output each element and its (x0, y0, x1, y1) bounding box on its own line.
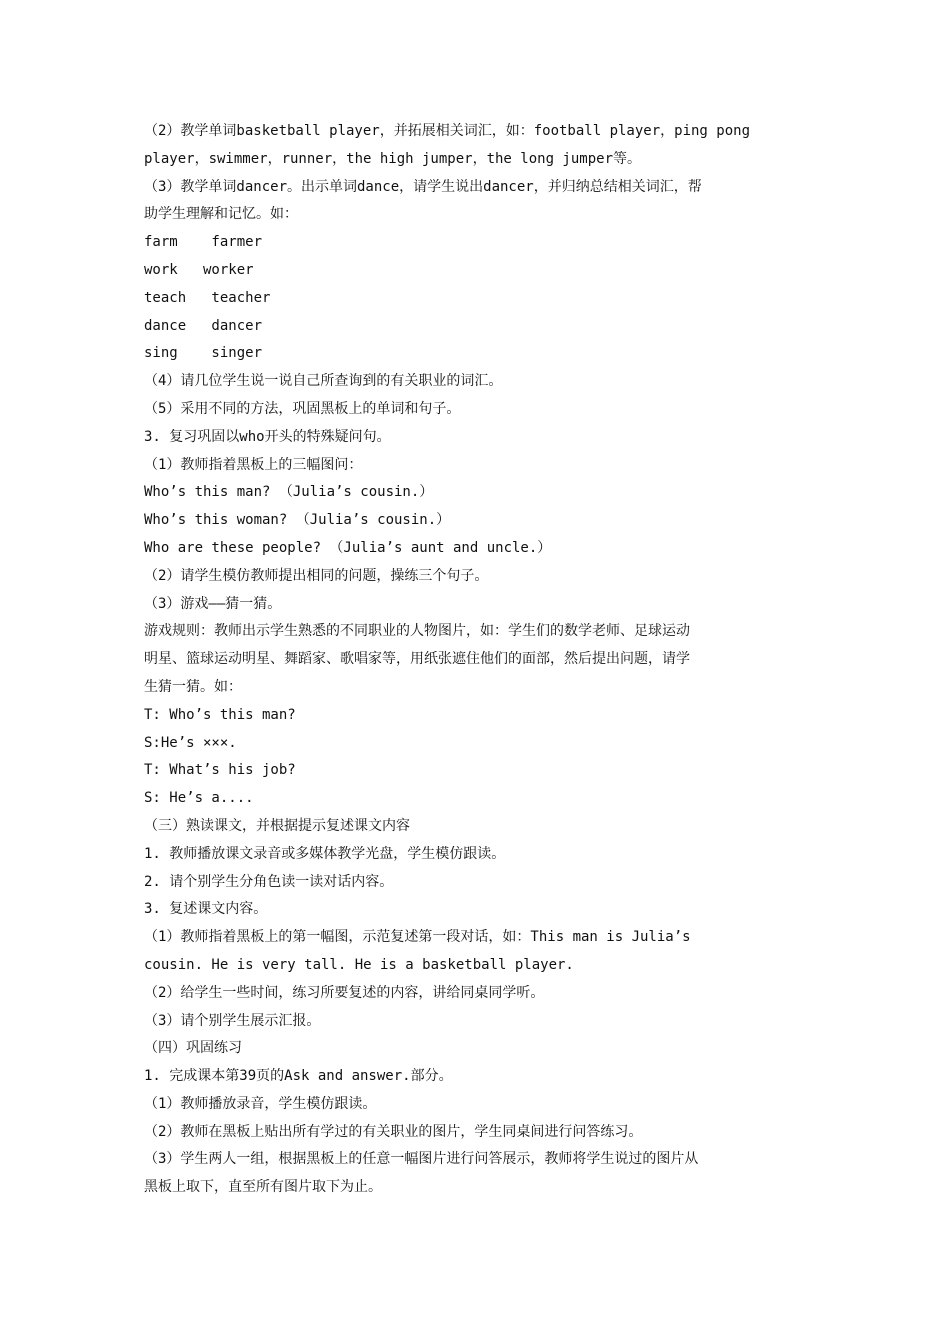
text-line-4: 助学生理解和记忆。如： (144, 206, 298, 223)
dialogue-line: Who’s this man? （Julia’s cousin.） (144, 484, 434, 501)
word-pair-line: farm farmer (144, 234, 263, 251)
text-line-21: 生猜一猜。如： (144, 678, 242, 695)
text-line-27: 1. 教师播放课文录音或多媒体教学光盘，学生模仿跟读。 (144, 845, 506, 862)
text-line-1: （2）教学单词basketball player，并拓展相关词汇，如：football player，ping pong (144, 123, 751, 139)
section-heading: （四）巩固练习 (144, 1040, 242, 1057)
document-body (144, 118, 816, 1202)
word-pair-line: work worker (144, 261, 254, 278)
text-line-35: 1. 完成课本第39页的Ask and answer.部分。 (144, 1068, 453, 1085)
text-line-2: player，swimmer，runner，the high jumper，the long jumper等。 (144, 150, 642, 167)
text-line-38: （3）学生两人一组，根据黑板上的任意一幅图片进行问答展示，教师将学生说过的图片从 (144, 1151, 699, 1168)
text-line-33: （3）请个别学生展示汇报。 (144, 1012, 321, 1029)
text-line-19: 游戏规则：教师出示学生熟悉的不同职业的人物图片，如：学生们的数学老师、足球运动 (144, 623, 690, 640)
text-line-3: （3）教学单词dancer。出示单词dance，请学生说出dancer，并归纳总结相关词汇，帮 (144, 178, 702, 195)
text-line-13: （1）教师指着黑板上的三幅图问： (144, 456, 363, 473)
text-line-10: （4）请几位学生说一说自己所查询到的有关职业的词汇。 (144, 373, 503, 390)
text-line-20: 明星、篮球运动明星、舞蹈家、歌唱家等，用纸张遮住他们的面部，然后提出问题，请学 (144, 651, 690, 668)
dialogue-line: Who are these people? （Julia’s aunt and uncle.） (144, 539, 552, 556)
dialogue-line: T: What’s his job? (144, 762, 296, 779)
text-line-30: （1）教师指着黑板上的第一幅图，示范复述第一段对话，如：This man is Julia’s (144, 929, 691, 946)
dialogue-line: Who’s this woman? （Julia’s cousin.） (144, 512, 451, 529)
dialogue-line: S:He’s ×××. (144, 734, 237, 751)
text-line-39: 黑板上取下，直至所有图片取下为止。 (144, 1179, 382, 1196)
word-pair-line: dance dancer (144, 317, 263, 334)
text-line-31: cousin. He is very tall. He is a basketball player. (144, 956, 574, 973)
text-line-17: （2）请学生模仿教师提出相同的问题，操练三个句子。 (144, 567, 489, 584)
text-line-29: 3. 复述课文内容。 (144, 901, 268, 918)
text-line-28: 2. 请个别学生分角色读一读对话内容。 (144, 873, 394, 890)
dialogue-line: T: Who’s this man? (144, 706, 296, 723)
text-line-32: （2）给学生一些时间，练习所要复述的内容，讲给同桌同学听。 (144, 984, 545, 1001)
text-line-11: （5）采用不同的方法，巩固黑板上的单词和句子。 (144, 400, 461, 417)
text-line-37: （2）教师在黑板上贴出所有学过的有关职业的图片，学生同桌间进行问答练习。 (144, 1123, 643, 1140)
word-pair-line: sing singer (144, 345, 263, 362)
dialogue-line: S: He’s a.... (144, 790, 254, 807)
text-line-18: （3）游戏——猜一猜。 (144, 595, 282, 612)
section-heading: 3. 复习巩固以who开头的特殊疑问句。 (144, 428, 391, 445)
text-line-36: （1）教师播放录音，学生模仿跟读。 (144, 1095, 377, 1112)
word-pair-line: teach teacher (144, 289, 271, 306)
section-heading: （三）熟读课文，并根据提示复述课文内容 (144, 817, 410, 834)
